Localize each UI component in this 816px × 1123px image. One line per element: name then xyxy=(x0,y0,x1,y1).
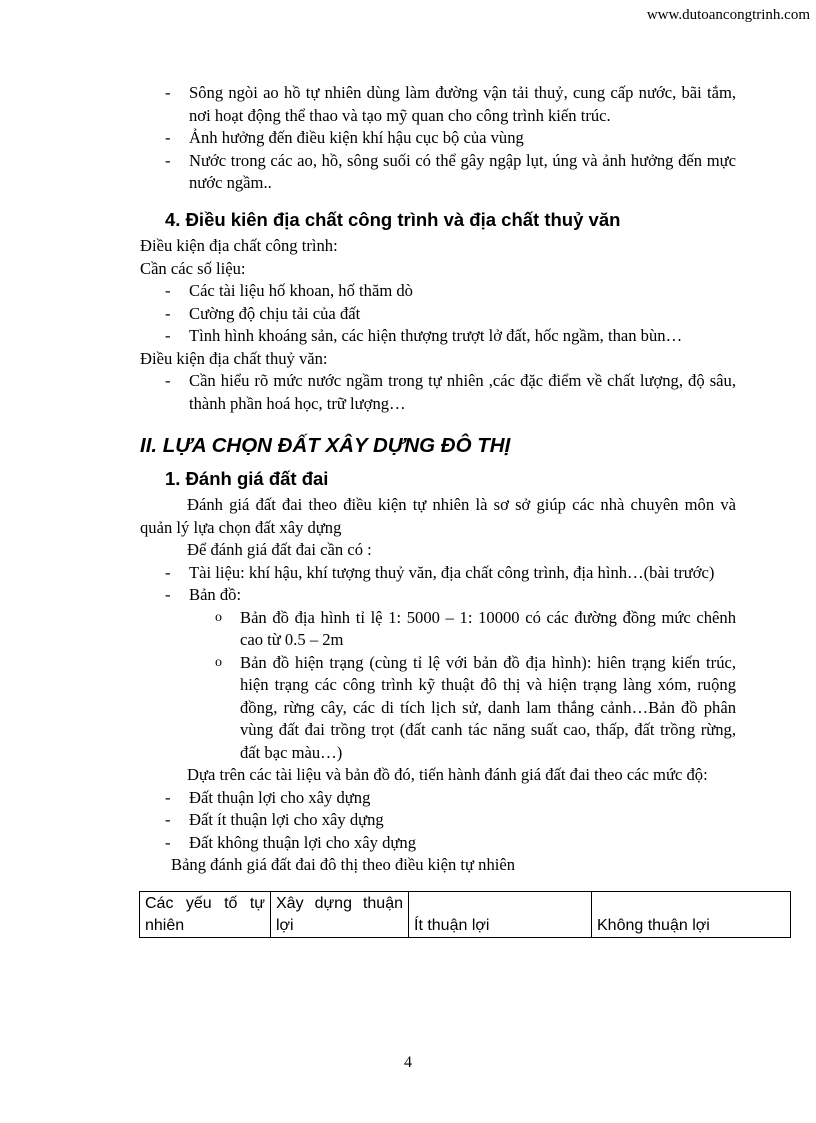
paragraph: Đánh giá đất đai theo điều kiện tự nhiên là sơ sở giúp các nhà chuyên môn và quản lý lựa chọn đất xây dựng xyxy=(140,495,736,537)
table-header-cell: Ít thuận lợi xyxy=(409,891,592,937)
page-content xyxy=(140,82,736,938)
hydro-label: Điều kiện địa chất thuỷ văn: xyxy=(140,348,328,368)
subsection-1-heading: 1. Đánh giá đất đai xyxy=(165,467,329,489)
maps-list xyxy=(140,607,736,765)
table-header-cell: Các yếu tố tự nhiên xyxy=(140,891,271,937)
list-item: - Cường độ chịu tải của đất xyxy=(140,303,736,326)
list-item: - Nước trong các ao, hồ, sông suối có thể gây ngập lụt, úng và ảnh hưởng đến mực nước ngầm.. xyxy=(140,150,736,195)
list-item: o Bản đồ hiện trạng (cùng tỉ lệ với bản đồ địa hình): hiên trạng kiến trúc, hiện trạng các công trình kỹ thuật đô thị và hiện trạng làng xóm, ruộng đồng, rừng cây, các di tích lịch sử, danh lam thắng cảnh…Bản đồ phân vùng đất đai trồng trọt (đất canh tác năng suất cao, thấp, đất trồng rừng, đất bạc màu…) xyxy=(200,652,736,765)
header-url: www.dutoancongtrinh.com xyxy=(646,7,810,23)
list-item: - Các tài liệu hố khoan, hố thăm dò xyxy=(140,280,736,303)
list-item: - Tài liệu: khí hậu, khí tượng thuỷ văn, địa chất công trình, địa hình…(bài trước) xyxy=(140,562,736,585)
list-item: - Đất ít thuận lợi cho xây dựng xyxy=(140,809,736,832)
paragraph: Để đánh giá đất đai cần có : xyxy=(187,540,372,559)
list-item: - Tình hình khoáng sản, các hiện thượng trượt lở đất, hốc ngầm, than bùn… xyxy=(140,325,736,348)
list-item: - Cần hiểu rõ mức nước ngầm trong tự nhiên ,các đặc điểm về chất lượng, độ sâu, thành phần hoá học, trữ lượng… xyxy=(140,370,736,415)
engineering-label: Điều kiện địa chất công trình: xyxy=(140,236,338,255)
evaluation-table xyxy=(139,891,791,938)
hydro-list xyxy=(140,370,736,415)
list-item: - Đất không thuận lợi cho xây dựng xyxy=(140,832,736,855)
table-header-row xyxy=(140,891,791,937)
list-item: - Đất thuận lợi cho xây dựng xyxy=(140,787,736,810)
chapter-2-heading: II. LỰA CHỌN ĐẤT XÂY DỰNG ĐÔ THỊ xyxy=(140,434,511,457)
table-header-cell: Xây dựng thuận lợi xyxy=(271,891,409,937)
list-item: o Bản đồ địa hình tỉ lệ 1: 5000 – 1: 10000 có các đường đồng mức chênh cao từ 0.5 – 2m xyxy=(200,607,736,652)
paragraph: Dựa trên các tài liệu và bản đồ đó, tiến hành đánh giá đất đai theo các mức độ: xyxy=(187,765,708,784)
needs-label: Cần các số liệu: xyxy=(140,258,246,278)
engineering-list xyxy=(140,280,736,348)
levels-list xyxy=(140,787,736,855)
section-4-heading: 4. Điều kiên địa chất công trình và địa chất thuỷ văn xyxy=(165,208,621,230)
table-header-cell: Không thuận lợi xyxy=(592,891,791,937)
intro-bullet-list xyxy=(140,82,736,195)
table-title: Bảng đánh giá đất đai đô thị theo điều kiện tự nhiên xyxy=(171,855,516,874)
list-item: - Sông ngòi ao hồ tự nhiên dùng làm đường vận tải thuỷ, cung cấp nước, bãi tắm, nơi hoạt động thể thao và tạo mỹ quan cho công trình kiến trúc. xyxy=(140,82,736,127)
list-item: - Bản đồ: xyxy=(140,584,736,607)
list-item: - Ảnh hưởng đến điều kiện khí hậu cục bộ của vùng xyxy=(140,127,736,150)
page-number: 4 xyxy=(404,1054,412,1071)
requirements-list xyxy=(140,562,736,607)
